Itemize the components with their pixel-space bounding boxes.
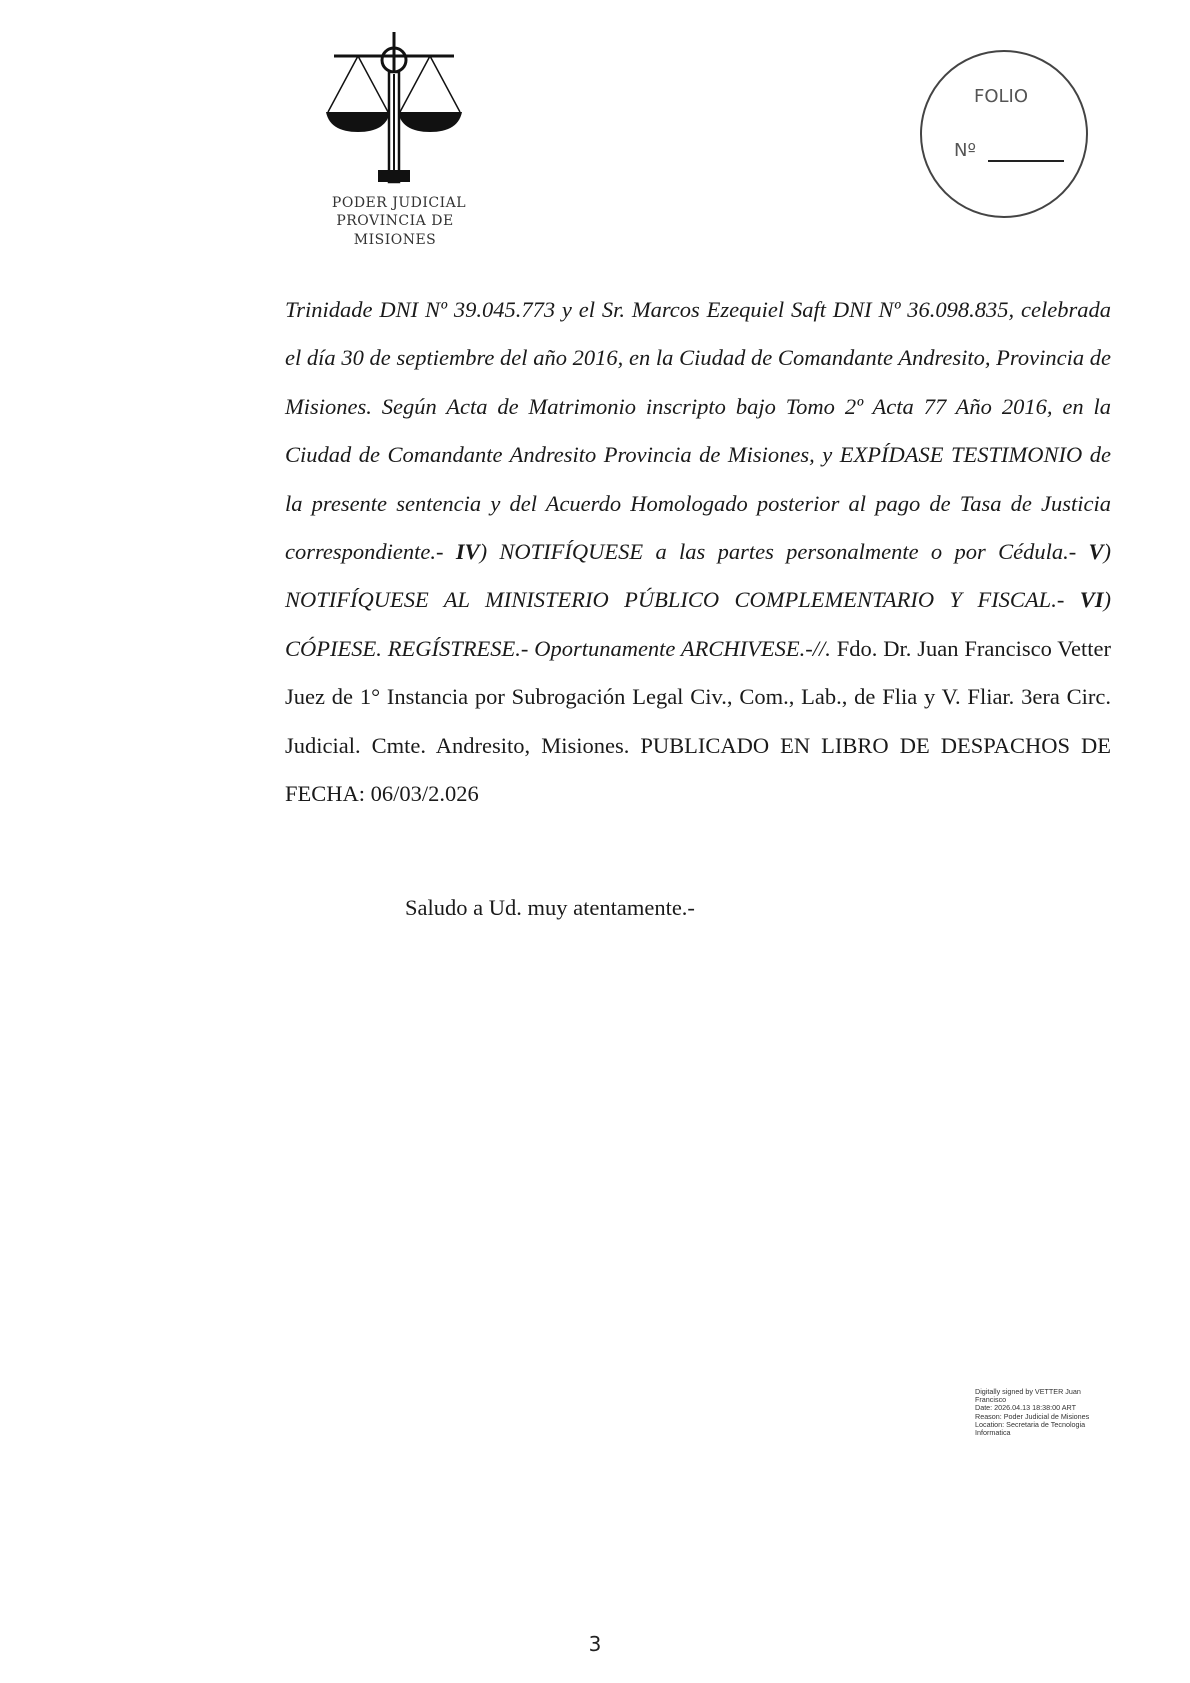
body-text-signed-by: Fdo. Dr. Juan Francisco Vetter Juez de 1° Instancia por Subrogación Legal Civ., Com., Lab., de Flia y V. Fliar. 3era Circ. Judicial. Cmte. Andresito, Misiones. PUBLICADO EN LIBRO DE DESPACHOS DE FECHA: 06/03/2.026 (285, 635, 1112, 807)
document-body (285, 286, 1111, 818)
judicial-seal-logo (300, 28, 480, 248)
seal-text-line1: PODER JUDICIAL (331, 195, 467, 211)
roman-numeral-vi: VI (1079, 587, 1104, 613)
signature-line: Francisco (975, 1395, 1007, 1405)
body-paragraph (285, 286, 1111, 818)
signature-line: Date: 2026.04.13 18:38:00 ART (975, 1403, 1076, 1413)
page-number: 3 (588, 1632, 602, 1656)
body-text-italic: Trinidade DNI Nº 39.045.773 y el Sr. Marcos Ezequiel Saft DNI Nº 36.098.835, celebrada el día 30 de septiembre del año 2016, en la Ciudad de Comandante Andresito, Provincia de Misiones. Según Acta de Matrimonio inscripto bajo Tomo 2º Acta 77 Año 2016, en la Ciudad de Comandante Andresito Provincia de Misiones, y EXPÍDASE TESTIMONIO de la presente sentencia y del Acuerdo Homologado posterior al pago de Tasa de Justicia correspondiente.- (285, 297, 1111, 565)
folio-number-label: Nº (954, 140, 976, 161)
digital-signature-block (975, 1388, 1115, 1437)
body-text-notify-parties: ) NOTIFÍQUESE a las partes personalmente o por Cédula.- (479, 539, 1089, 565)
folio-label: FOLIO (974, 86, 1029, 107)
signature-line: Reason: Poder Judicial de Misiones (975, 1411, 1090, 1421)
signature-line: Informatica (975, 1428, 1011, 1438)
folio-number-blank (988, 160, 1064, 162)
signature-line: Digitally signed by VETTER Juan (975, 1387, 1081, 1396)
closing-salutation: Saludo a Ud. muy atentamente.- (405, 895, 695, 920)
folio-stamp (920, 50, 1088, 218)
seal-text-line2: PROVINCIA DE MISIONES (336, 213, 454, 248)
roman-numeral-iv: IV (455, 539, 480, 565)
roman-numeral-v: V (1088, 539, 1104, 565)
body-text-notify-ministry: ) NOTIFÍQUESE AL MINISTERIO PÚBLICO COMPLEMENTARIO Y FISCAL.- (285, 539, 1112, 613)
signature-line: Location: Secretaria de Tecnologia (975, 1419, 1086, 1429)
body-text-copy-register: ) CÓPIESE. REGÍSTRESE.- Oportunamente ARCHIVESE.-//. (285, 587, 1111, 661)
scales-of-justice-icon (322, 28, 467, 188)
